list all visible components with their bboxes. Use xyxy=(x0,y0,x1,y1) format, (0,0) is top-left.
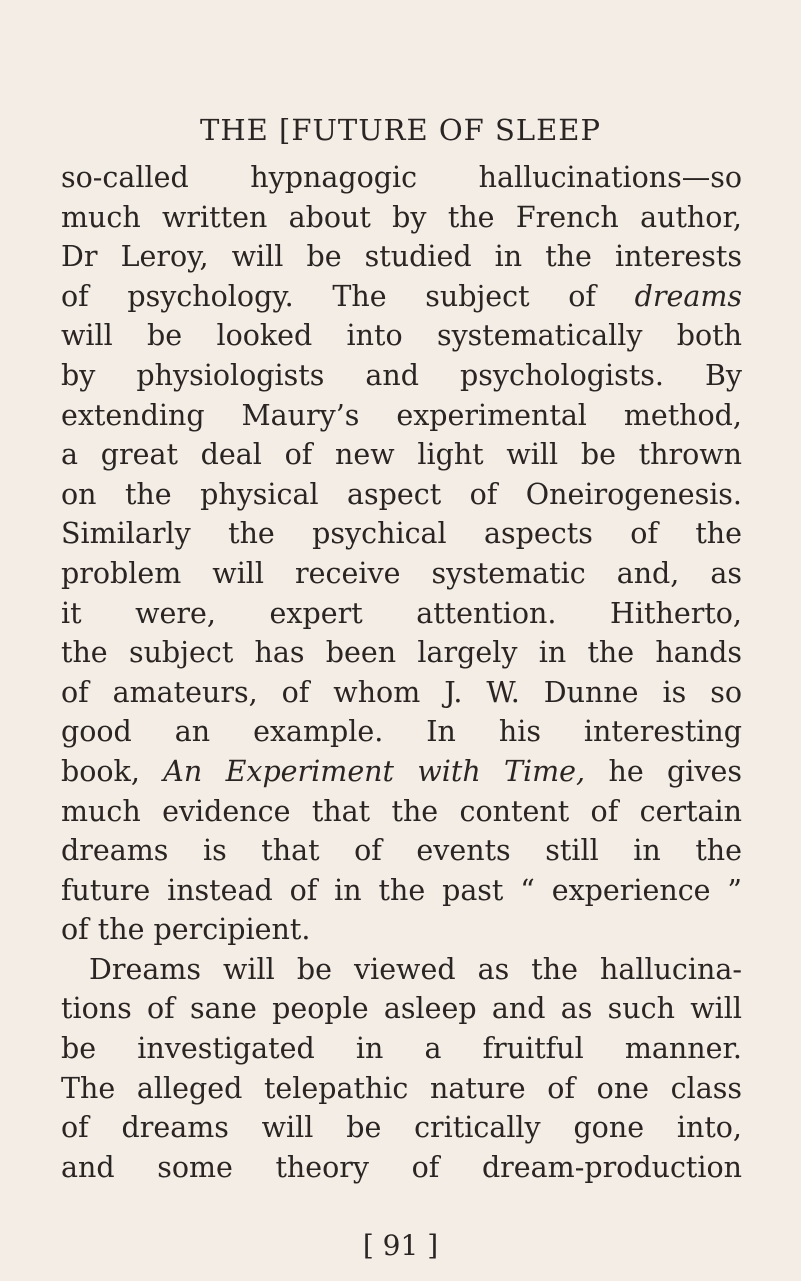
text-line: Similarly the psychical aspects of the xyxy=(61,517,742,551)
text-line: of amateurs, of whom J. W. Dunne is so xyxy=(61,675,742,709)
text-line: it were, expert attention. Hitherto, xyxy=(61,596,742,630)
text-line: of dreams will be critically gone into, xyxy=(61,1111,742,1145)
text-line-part: he gives xyxy=(585,754,743,788)
text-line-part: of psychology. The subject of xyxy=(61,279,635,313)
text-line: future instead of in the past “ experience ” xyxy=(61,873,742,907)
text-line: be investigated in a fruitful manner. xyxy=(61,1032,742,1066)
text-line-paragraph-start: Dreams will be viewed as the hallucina- xyxy=(89,952,742,986)
running-head: THE [FUTURE OF SLEEP xyxy=(200,113,601,147)
text-line: dreams is that of events still in the xyxy=(61,834,742,868)
text-line: The alleged telepathic nature of one class xyxy=(61,1071,742,1105)
italic-term: dreams xyxy=(634,279,742,313)
text-line: by physiologists and psychologists. By xyxy=(61,358,742,392)
text-line: and some theory of dream-production xyxy=(61,1150,742,1184)
text-line: extending Maury’s experimental method, xyxy=(61,398,742,432)
text-line-part: book, xyxy=(61,754,164,788)
text-line: a great deal of new light will be thrown xyxy=(61,438,742,472)
text-line: problem will receive systematic and, as xyxy=(61,556,742,590)
text-line: tions of sane people asleep and as such will xyxy=(61,992,742,1026)
text-line: good an example. In his interesting xyxy=(61,715,742,749)
text-line: Dr Leroy, will be studied in the interests xyxy=(61,240,742,274)
text-line: will be looked into systematically both xyxy=(61,319,742,353)
text-line xyxy=(61,277,742,317)
text-line: much written about by the French author, xyxy=(61,200,742,234)
text-line: much evidence that the content of certain xyxy=(61,794,742,828)
italic-book-title: An Experiment with Time, xyxy=(163,754,586,788)
text-line: so-called hypnagogic hallucinations—so xyxy=(61,161,742,194)
text-line-paragraph-end: of the percipient. xyxy=(61,913,311,947)
text-line: on the physical aspect of Oneirogenesis. xyxy=(61,477,742,511)
page-number: [ 91 ] xyxy=(362,1229,439,1262)
text-line: the subject has been largely in the hands xyxy=(61,636,742,670)
text-line xyxy=(61,752,742,792)
body-text xyxy=(61,158,742,1187)
